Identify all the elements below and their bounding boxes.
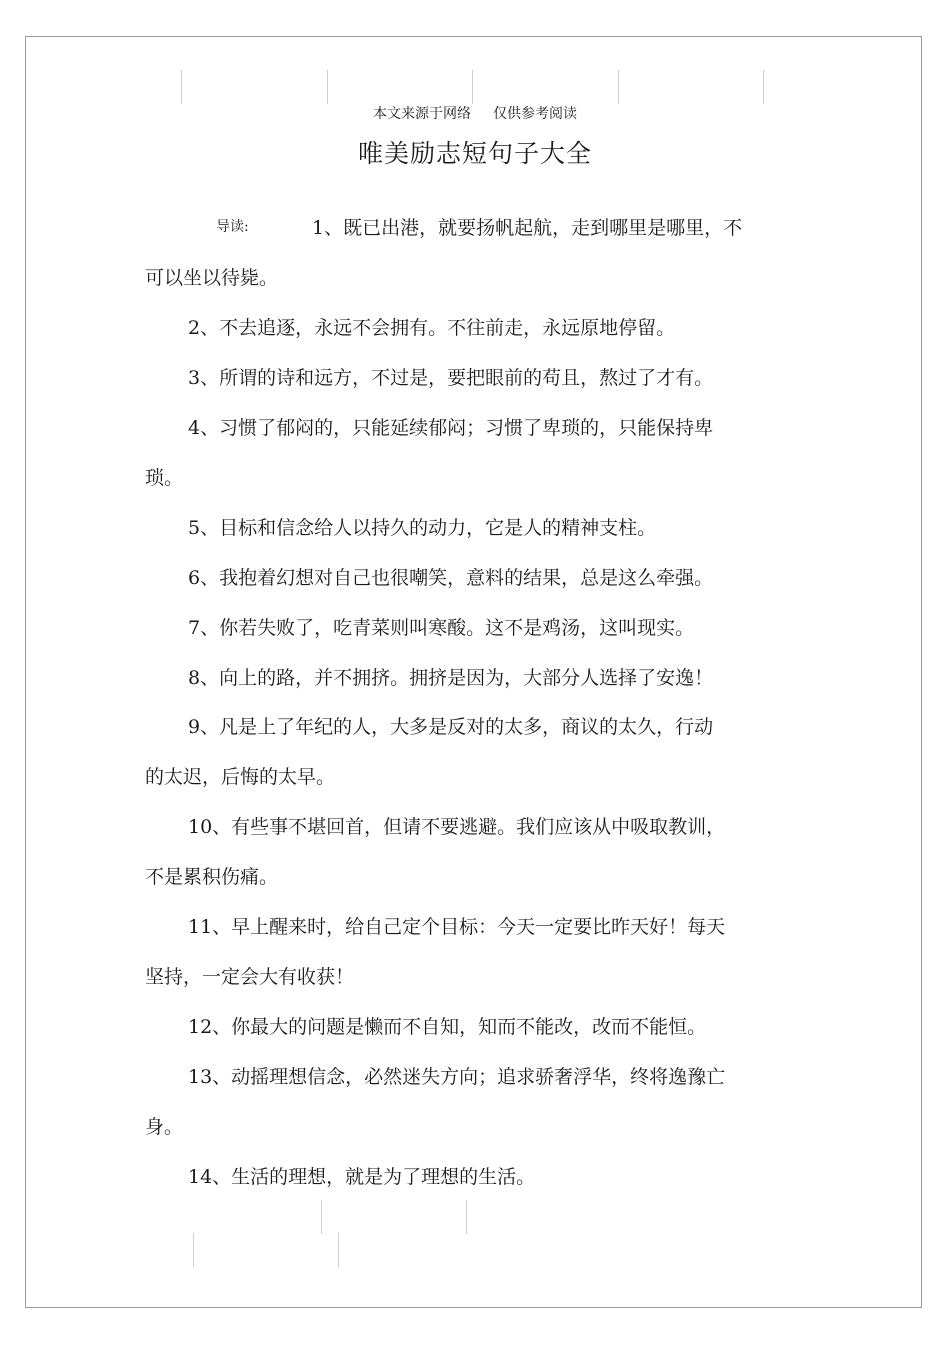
decor-line <box>338 1233 339 1267</box>
text-line: 6、我抱着幻想对自己也很嘲笑，意料的结果，总是这么牵强。 <box>188 567 714 589</box>
header-note <box>0 103 950 123</box>
decor-line <box>327 70 328 104</box>
decor-line <box>472 70 473 104</box>
decor-line <box>181 70 182 104</box>
text-line: 坚持，一定会大有收获！ <box>145 966 355 988</box>
text-line: 的太迟，后悔的太早。 <box>145 766 336 788</box>
text-line: 14、生活的理想，就是为了理想的生活。 <box>188 1166 536 1188</box>
text-line: 3、所谓的诗和远方，不过是，要把眼前的苟且，熬过了才有。 <box>188 367 714 389</box>
decor-line <box>193 1233 194 1267</box>
text-line: 12、你最大的问题是懒而不自知，知而不能改，改而不能恒。 <box>188 1016 707 1038</box>
intro-label: 导读: <box>216 219 249 235</box>
text-line: 11、早上醒来时，给自己定个目标：今天一定要比昨天好！每天 <box>188 916 726 938</box>
decor-line <box>618 70 619 104</box>
decor-line <box>466 1200 467 1234</box>
text-line: 5、目标和信念给人以持久的动力，它是人的精神支柱。 <box>188 517 657 539</box>
text-line: 10、有些事不堪回首，但请不要逃避。我们应该从中吸取教训， <box>188 816 726 838</box>
text-line: 13、动摇理想信念，必然迷失方向；追求骄奢浮华，终将逸豫亡 <box>188 1066 726 1088</box>
text-line: 8、向上的路，并不拥挤。拥挤是因为，大部分人选择了安逸！ <box>188 667 714 689</box>
text-line: 1、既已出港，就要扬帆起航，走到哪里是哪里，不 <box>312 217 743 239</box>
text-line: 不是累积伤痛。 <box>145 866 279 888</box>
text-line: 4、习惯了郁闷的，只能延续郁闷；习惯了卑琐的，只能保持卑 <box>188 417 714 439</box>
decor-line <box>763 70 764 104</box>
text-line: 身。 <box>145 1116 184 1138</box>
text-line: 琐。 <box>145 467 184 489</box>
text-line: 可以坐以待毙。 <box>145 267 279 289</box>
header-note-reference: 仅供参考阅读 <box>493 106 577 122</box>
text-line: 2、不去追逐，永远不会拥有。不往前走，永远原地停留。 <box>188 317 676 339</box>
header-note-source: 本文来源于网络 <box>373 106 471 122</box>
document-title: 唯美励志短句子大全 <box>357 139 592 168</box>
decor-line <box>321 1200 322 1234</box>
text-line: 9、凡是上了年纪的人，大多是反对的太多，商议的太久，行动 <box>188 716 714 738</box>
text-line: 7、你若失败了，吃青菜则叫寒酸。这不是鸡汤，这叫现实。 <box>188 617 695 639</box>
